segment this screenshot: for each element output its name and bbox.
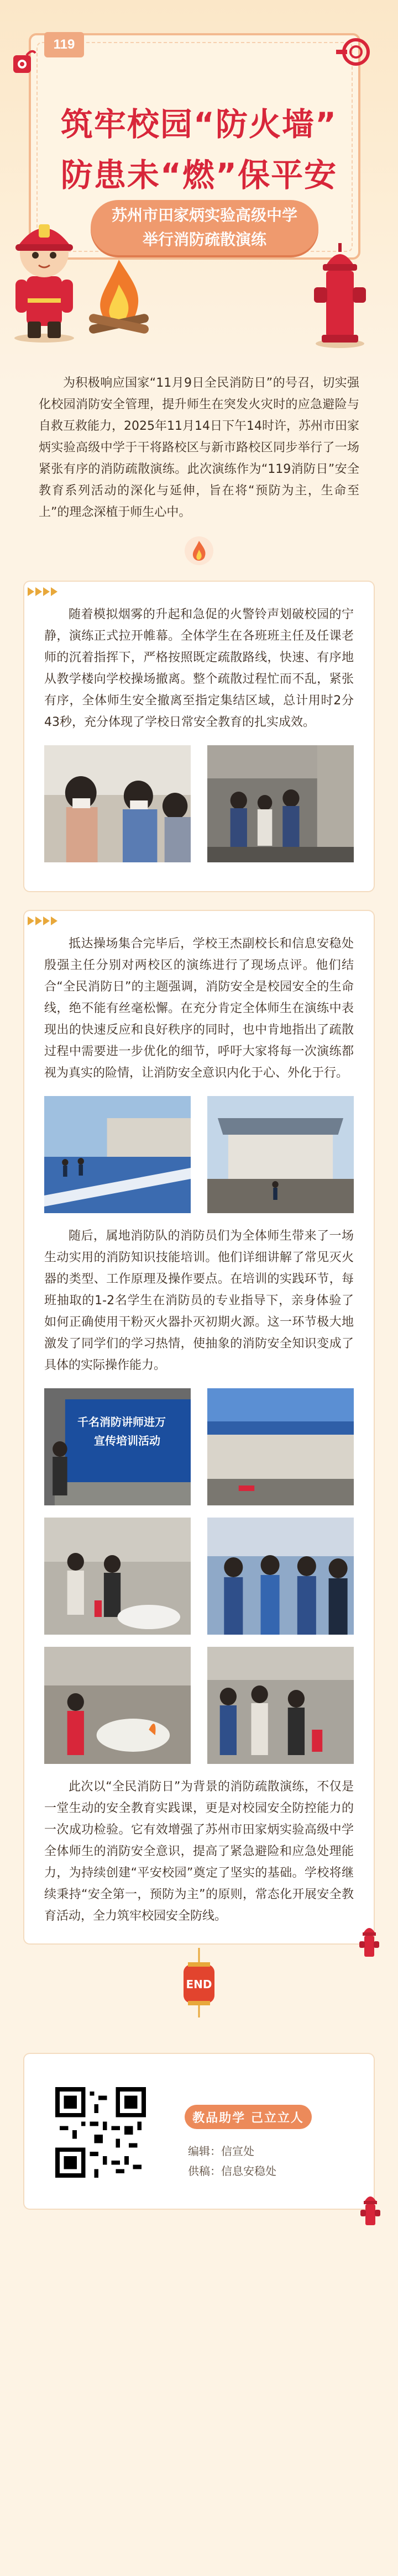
card-header: [24, 911, 374, 933]
card-header: [24, 582, 374, 604]
end-section: [0, 1943, 398, 2231]
photo-building-blue-sky: [207, 1388, 354, 1505]
triangle-dots-icon: [28, 916, 57, 925]
photo-fire-extinguishing: [44, 1647, 191, 1764]
firefighter-mascot-icon: [6, 193, 83, 343]
school-motto-badge: 教品助学 己立立人: [185, 2105, 312, 2129]
fire-hydrant-icon: [310, 238, 370, 348]
editor-credit: 编辑：信宣处: [188, 2145, 254, 2158]
photo-row: [44, 1518, 354, 1635]
photo-row: [44, 1647, 354, 1764]
flame-icon: [184, 535, 214, 566]
triangle-dots-icon: [28, 587, 57, 596]
photo-row: [44, 1388, 354, 1505]
subtitle-line1: 苏州市田家炳实验高级中学: [111, 206, 297, 224]
intro-paragraph: 为积极响应国家“11月9日全民消防日”的号召，切实强化校园消防安全管理，提升师生在突发火灾时的应急避险与自救互救能力，2025年11月14日下午14时许，苏州市田家炳实验高级中学于干将路校区与新市路校区同步举行了一场紧张有序的消防疏散演练。此次演练作为“119消防日”安全教育系列活动的深化与延伸，旨在将“预防为主，生命至上”的理念深植于师生心中。: [39, 376, 359, 519]
photo-row: [44, 745, 354, 862]
conclusion-paragraph: 此次以“全民消防日”为背景的消防疏散演练，不仅是一堂生动的安全教育实践课，更是对校园安全防控能力的一次成功检验。它有效增强了苏州市田家炳实验高级中学全体师生的消防安全意识，提高了紧急避险和应急处理能力，为持续创建“平安校园”奠定了坚实的基础。学校将继续秉持“安全第一，预防为主”的原则，常态化开展安全教育活动，全力筑牢校园安全防线。: [44, 1780, 354, 1923]
supplier-credit: 供稿：信息安稳处: [188, 2164, 276, 2178]
campfire-icon: [83, 254, 155, 343]
training-paragraph: 随后，属地消防队的消防员们为全体师生带来了一场生动实用的消防知识技能培训。他们详细讲解了常见灭火器的类型、工作原理及操作要点。在培训的实践环节，每班抽取的1-2名学生在消防员的专业指导下，亲身体验了如何正确使用干粉灭火器扑灭初期火源。这一环节极大地激发了同学们的学习热情，使抽象的消防安全知识变成了具体的实际操作能力。: [44, 1229, 354, 1372]
footer-card: [24, 2054, 374, 2209]
section-card-review-training: [24, 911, 374, 1943]
emergency-number-badge: 119: [44, 32, 84, 57]
end-label: END: [186, 1978, 212, 1991]
fire-hydrant-small-icon: [359, 2190, 381, 2229]
photo-evacuation-corridor: [207, 745, 354, 862]
intro-section: [0, 372, 398, 523]
review-paragraph: 抵达操场集合完毕后，学校王杰副校长和信息安稳处殷强主任分别对两校区的演练进行了现场点评。他们结合“全民消防日”的主题强调，消防安全是校园安全的生命线，绝不能有丝毫松懈。在充分肯定全体师生在演练中表现出的快速反应和良好秩序的同时，也中肯地指出了疏散过程中需要进一步优化的细节，呼吁大家将每一次演练都视为真实的险情，让消防安全意识内化于心、外化于行。: [44, 937, 354, 1080]
photo-practice-crowd: [207, 1647, 354, 1764]
subtitle-banner: [91, 200, 318, 255]
photo-students-group: [207, 1518, 354, 1635]
banner-line1: 千名消防讲师进万: [77, 1415, 166, 1429]
banner-text: [77, 1413, 188, 1450]
main-title-line1: 筑牢校园“防火墙”: [60, 106, 338, 143]
section-card-evacuation: [24, 582, 374, 891]
flame-divider: [0, 535, 398, 566]
banner-line2: 宣传培训活动: [94, 1434, 160, 1447]
fire-alarm-icon: [10, 48, 36, 78]
photo-students-covering-mouths: [44, 745, 191, 862]
photo-firefighter-banner: [44, 1388, 191, 1505]
subtitle-line2: 举行消防疏散演练: [142, 230, 266, 249]
photo-school-building: [207, 1096, 354, 1213]
qr-code-icon[interactable]: [55, 2087, 146, 2178]
photo-playground-assembly: [44, 1096, 191, 1213]
main-title-line2: 防患未“燃”保平安: [60, 156, 338, 194]
photo-extinguisher-practice: [44, 1518, 191, 1635]
hero-header: [0, 0, 398, 387]
evacuation-paragraph: 随着模拟烟雾的升起和急促的火警铃声划破校园的宁静，演练正式拉开帷幕。全体学生在各班班主任及任课老师的沉着指挥下，严格按照既定疏散路线，快速、有序地从教学楼向学校操场撤离。整个疏散过程忙而不乱，紧张有序，全体师生安全撤离至指定集结区域，总计用时2分43秒，充分体现了学校日常安全教育的扎实成效。: [44, 608, 354, 729]
photo-row: [44, 1096, 354, 1213]
fire-extinguisher-hose-icon: [334, 35, 373, 69]
